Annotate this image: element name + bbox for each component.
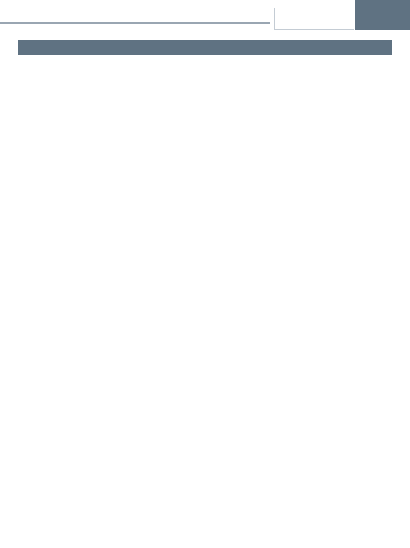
page-header — [0, 0, 410, 30]
header-box — [274, 8, 354, 30]
table-of-contents — [18, 40, 392, 59]
toc-title — [18, 40, 392, 55]
page-number — [355, 0, 410, 30]
header-stripe — [0, 22, 270, 24]
